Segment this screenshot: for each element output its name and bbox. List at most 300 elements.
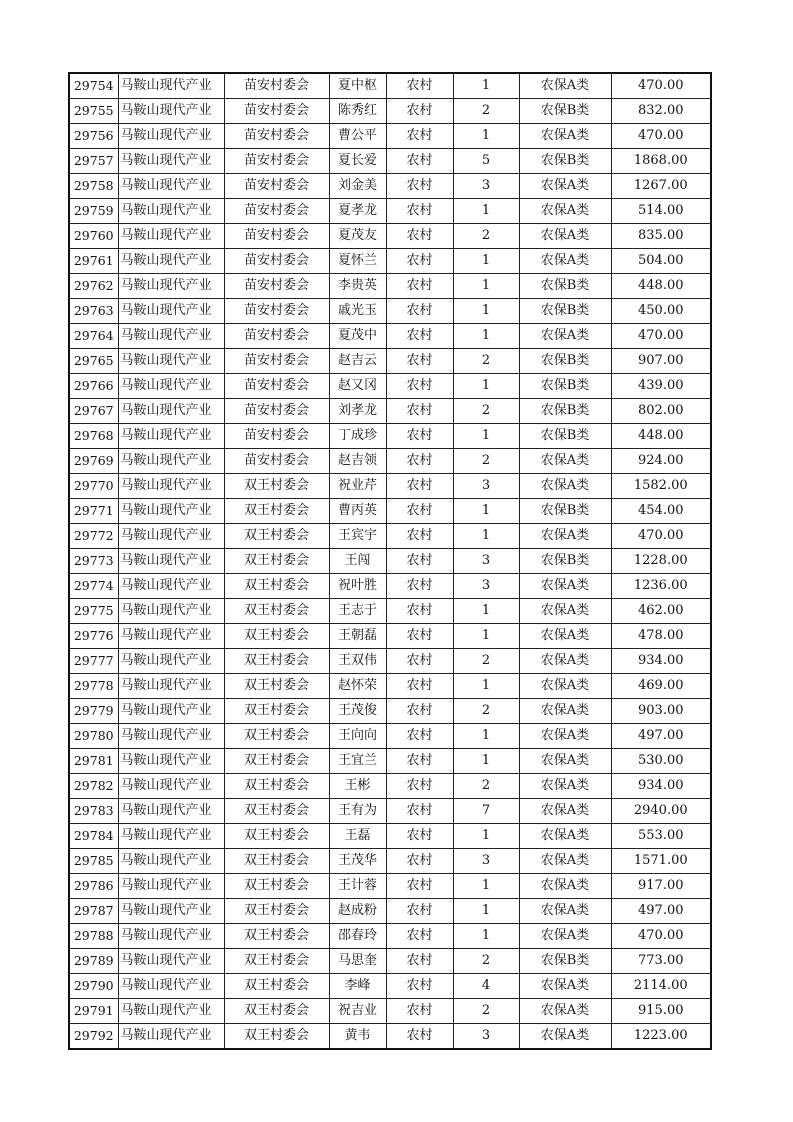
person-name-cell: 祝吉业 (329, 999, 386, 1024)
member-count-cell: 2 (453, 774, 519, 799)
record-id-cell: 29789 (69, 949, 118, 974)
person-name-cell: 李峰 (329, 974, 386, 999)
village-committee-cell: 苗安村委会 (224, 399, 329, 424)
table-row (69, 349, 711, 374)
record-id-cell: 29762 (69, 274, 118, 299)
unit-cell: 马鞍山现代产业 (118, 599, 224, 624)
person-name-cell: 夏茂友 (329, 224, 386, 249)
village-committee-cell: 苗安村委会 (224, 99, 329, 124)
unit-cell: 马鞍山现代产业 (118, 73, 224, 99)
unit-cell: 马鞍山现代产业 (118, 199, 224, 224)
unit-cell: 马鞍山现代产业 (118, 824, 224, 849)
insurance-category-cell: 农保A类 (519, 599, 611, 624)
unit-cell: 马鞍山现代产业 (118, 699, 224, 724)
household-type-cell: 农村 (386, 699, 453, 724)
record-id-cell: 29761 (69, 249, 118, 274)
person-name-cell: 曹公平 (329, 124, 386, 149)
unit-cell: 马鞍山现代产业 (118, 674, 224, 699)
household-type-cell: 农村 (386, 924, 453, 949)
table-row (69, 774, 711, 799)
amount-cell: 907.00 (611, 349, 711, 374)
person-name-cell: 赵怀荣 (329, 674, 386, 699)
table-row (69, 249, 711, 274)
household-type-cell: 农村 (386, 749, 453, 774)
member-count-cell: 3 (453, 574, 519, 599)
household-type-cell: 农村 (386, 674, 453, 699)
person-name-cell: 祝业芹 (329, 474, 386, 499)
household-type-cell: 农村 (386, 599, 453, 624)
amount-cell: 1267.00 (611, 174, 711, 199)
unit-cell: 马鞍山现代产业 (118, 224, 224, 249)
insurance-category-cell: 农保A类 (519, 749, 611, 774)
insurance-category-cell: 农保A类 (519, 73, 611, 99)
unit-cell: 马鞍山现代产业 (118, 124, 224, 149)
member-count-cell: 1 (453, 274, 519, 299)
amount-cell: 448.00 (611, 274, 711, 299)
village-committee-cell: 双王村委会 (224, 624, 329, 649)
unit-cell: 马鞍山现代产业 (118, 524, 224, 549)
amount-cell: 903.00 (611, 699, 711, 724)
table-row (69, 999, 711, 1024)
table-row (69, 874, 711, 899)
insurance-category-cell: 农保A类 (519, 999, 611, 1024)
record-id-cell: 29768 (69, 424, 118, 449)
amount-cell: 1868.00 (611, 149, 711, 174)
unit-cell: 马鞍山现代产业 (118, 474, 224, 499)
insurance-category-cell: 农保A类 (519, 449, 611, 474)
person-name-cell: 马思奎 (329, 949, 386, 974)
insurance-category-cell: 农保A类 (519, 899, 611, 924)
person-name-cell: 赵又冈 (329, 374, 386, 399)
table-row (69, 949, 711, 974)
insurance-category-cell: 农保A类 (519, 699, 611, 724)
person-name-cell: 李贵英 (329, 274, 386, 299)
record-id-cell: 29754 (69, 73, 118, 99)
record-id-cell: 29785 (69, 849, 118, 874)
household-type-cell: 农村 (386, 574, 453, 599)
unit-cell: 马鞍山现代产业 (118, 899, 224, 924)
unit-cell: 马鞍山现代产业 (118, 774, 224, 799)
person-name-cell: 王茂华 (329, 849, 386, 874)
table-row (69, 299, 711, 324)
person-name-cell: 夏茂中 (329, 324, 386, 349)
member-count-cell: 2 (453, 399, 519, 424)
village-committee-cell: 苗安村委会 (224, 73, 329, 99)
record-id-cell: 29755 (69, 99, 118, 124)
table-row (69, 749, 711, 774)
person-name-cell: 王双伟 (329, 649, 386, 674)
record-id-cell: 29774 (69, 574, 118, 599)
amount-cell: 448.00 (611, 424, 711, 449)
village-committee-cell: 双王村委会 (224, 774, 329, 799)
insurance-category-cell: 农保A类 (519, 649, 611, 674)
record-id-cell: 29773 (69, 549, 118, 574)
member-count-cell: 1 (453, 524, 519, 549)
person-name-cell: 王宜兰 (329, 749, 386, 774)
record-id-cell: 29769 (69, 449, 118, 474)
unit-cell: 马鞍山现代产业 (118, 399, 224, 424)
amount-cell: 470.00 (611, 924, 711, 949)
table-row (69, 524, 711, 549)
household-type-cell: 农村 (386, 849, 453, 874)
table-row (69, 599, 711, 624)
household-type-cell: 农村 (386, 73, 453, 99)
household-type-cell: 农村 (386, 174, 453, 199)
member-count-cell: 1 (453, 824, 519, 849)
table-row (69, 99, 711, 124)
person-name-cell: 丁成珍 (329, 424, 386, 449)
record-id-cell: 29783 (69, 799, 118, 824)
village-committee-cell: 苗安村委会 (224, 249, 329, 274)
household-type-cell: 农村 (386, 299, 453, 324)
household-type-cell: 农村 (386, 649, 453, 674)
record-id-cell: 29782 (69, 774, 118, 799)
household-type-cell: 农村 (386, 499, 453, 524)
amount-cell: 1223.00 (611, 1024, 711, 1050)
person-name-cell: 曹丙英 (329, 499, 386, 524)
insurance-category-cell: 农保B类 (519, 424, 611, 449)
insurance-category-cell: 农保A类 (519, 474, 611, 499)
person-name-cell: 赵吉领 (329, 449, 386, 474)
member-count-cell: 5 (453, 149, 519, 174)
household-type-cell: 农村 (386, 799, 453, 824)
person-name-cell: 王彬 (329, 774, 386, 799)
person-name-cell: 赵吉云 (329, 349, 386, 374)
record-id-cell: 29772 (69, 524, 118, 549)
amount-cell: 832.00 (611, 99, 711, 124)
table-row (69, 174, 711, 199)
village-committee-cell: 苗安村委会 (224, 349, 329, 374)
household-type-cell: 农村 (386, 199, 453, 224)
amount-cell: 497.00 (611, 724, 711, 749)
person-name-cell: 黄韦 (329, 1024, 386, 1050)
village-committee-cell: 苗安村委会 (224, 274, 329, 299)
unit-cell: 马鞍山现代产业 (118, 649, 224, 674)
record-id-cell: 29777 (69, 649, 118, 674)
record-id-cell: 29767 (69, 399, 118, 424)
household-type-cell: 农村 (386, 424, 453, 449)
record-id-cell: 29779 (69, 699, 118, 724)
record-id-cell: 29784 (69, 824, 118, 849)
table-row (69, 474, 711, 499)
member-count-cell: 4 (453, 974, 519, 999)
village-committee-cell: 苗安村委会 (224, 424, 329, 449)
record-id-cell: 29776 (69, 624, 118, 649)
household-type-cell: 农村 (386, 324, 453, 349)
village-committee-cell: 双王村委会 (224, 499, 329, 524)
village-committee-cell: 双王村委会 (224, 999, 329, 1024)
amount-cell: 470.00 (611, 324, 711, 349)
table-row (69, 149, 711, 174)
unit-cell: 马鞍山现代产业 (118, 949, 224, 974)
table-row (69, 624, 711, 649)
insurance-category-cell: 农保A类 (519, 199, 611, 224)
record-id-cell: 29764 (69, 324, 118, 349)
member-count-cell: 3 (453, 1024, 519, 1050)
unit-cell: 马鞍山现代产业 (118, 274, 224, 299)
amount-cell: 915.00 (611, 999, 711, 1024)
amount-cell: 934.00 (611, 649, 711, 674)
unit-cell: 马鞍山现代产业 (118, 724, 224, 749)
unit-cell: 马鞍山现代产业 (118, 874, 224, 899)
village-committee-cell: 双王村委会 (224, 549, 329, 574)
unit-cell: 马鞍山现代产业 (118, 299, 224, 324)
amount-cell: 470.00 (611, 524, 711, 549)
village-committee-cell: 苗安村委会 (224, 124, 329, 149)
village-committee-cell: 双王村委会 (224, 924, 329, 949)
table-row (69, 824, 711, 849)
table-row (69, 399, 711, 424)
insurance-category-cell: 农保B类 (519, 99, 611, 124)
member-count-cell: 7 (453, 799, 519, 824)
insurance-category-cell: 农保B类 (519, 549, 611, 574)
insurance-category-cell: 农保B类 (519, 949, 611, 974)
record-id-cell: 29756 (69, 124, 118, 149)
village-committee-cell: 苗安村委会 (224, 324, 329, 349)
amount-cell: 2114.00 (611, 974, 711, 999)
amount-cell: 553.00 (611, 824, 711, 849)
household-type-cell: 农村 (386, 149, 453, 174)
person-name-cell: 夏孝龙 (329, 199, 386, 224)
member-count-cell: 1 (453, 624, 519, 649)
record-id-cell: 29765 (69, 349, 118, 374)
insurance-category-cell: 农保A类 (519, 524, 611, 549)
unit-cell: 马鞍山现代产业 (118, 149, 224, 174)
person-name-cell: 王宾宇 (329, 524, 386, 549)
amount-cell: 1571.00 (611, 849, 711, 874)
person-name-cell: 祝叶胜 (329, 574, 386, 599)
household-type-cell: 农村 (386, 99, 453, 124)
unit-cell: 马鞍山现代产业 (118, 324, 224, 349)
person-name-cell: 夏怀兰 (329, 249, 386, 274)
table-row (69, 899, 711, 924)
insurance-category-cell: 农保B类 (519, 149, 611, 174)
insurance-category-cell: 农保A类 (519, 799, 611, 824)
table-row (69, 799, 711, 824)
village-committee-cell: 双王村委会 (224, 524, 329, 549)
person-name-cell: 王志于 (329, 599, 386, 624)
person-name-cell: 王磊 (329, 824, 386, 849)
village-committee-cell: 双王村委会 (224, 899, 329, 924)
table-row (69, 73, 711, 99)
household-type-cell: 农村 (386, 349, 453, 374)
amount-cell: 454.00 (611, 499, 711, 524)
member-count-cell: 1 (453, 749, 519, 774)
person-name-cell: 王有为 (329, 799, 386, 824)
unit-cell: 马鞍山现代产业 (118, 424, 224, 449)
insurance-category-cell: 农保A类 (519, 774, 611, 799)
amount-cell: 802.00 (611, 399, 711, 424)
insurance-category-cell: 农保A类 (519, 824, 611, 849)
member-count-cell: 1 (453, 424, 519, 449)
table-row (69, 449, 711, 474)
amount-cell: 835.00 (611, 224, 711, 249)
table-row (69, 924, 711, 949)
person-name-cell: 赵成粉 (329, 899, 386, 924)
village-committee-cell: 苗安村委会 (224, 224, 329, 249)
record-id-cell: 29760 (69, 224, 118, 249)
record-id-cell: 29757 (69, 149, 118, 174)
unit-cell: 马鞍山现代产业 (118, 249, 224, 274)
person-name-cell: 邵春玲 (329, 924, 386, 949)
table-row (69, 974, 711, 999)
amount-cell: 439.00 (611, 374, 711, 399)
table-row (69, 574, 711, 599)
village-committee-cell: 苗安村委会 (224, 149, 329, 174)
village-committee-cell: 双王村委会 (224, 799, 329, 824)
table-row (69, 124, 711, 149)
insurance-category-cell: 农保B类 (519, 399, 611, 424)
village-committee-cell: 双王村委会 (224, 949, 329, 974)
member-count-cell: 1 (453, 324, 519, 349)
member-count-cell: 1 (453, 724, 519, 749)
table-row (69, 1024, 711, 1050)
table-row (69, 199, 711, 224)
insurance-category-cell: 农保A类 (519, 624, 611, 649)
household-type-cell: 农村 (386, 874, 453, 899)
insurance-category-cell: 农保B类 (519, 349, 611, 374)
record-id-cell: 29778 (69, 674, 118, 699)
amount-cell: 469.00 (611, 674, 711, 699)
amount-cell: 1228.00 (611, 549, 711, 574)
records-table (68, 72, 712, 1050)
member-count-cell: 2 (453, 649, 519, 674)
amount-cell: 470.00 (611, 73, 711, 99)
member-count-cell: 1 (453, 499, 519, 524)
record-id-cell: 29770 (69, 474, 118, 499)
unit-cell: 马鞍山现代产业 (118, 749, 224, 774)
household-type-cell: 农村 (386, 824, 453, 849)
person-name-cell: 陈秀红 (329, 99, 386, 124)
village-committee-cell: 双王村委会 (224, 474, 329, 499)
amount-cell: 462.00 (611, 599, 711, 624)
amount-cell: 2940.00 (611, 799, 711, 824)
household-type-cell: 农村 (386, 524, 453, 549)
amount-cell: 924.00 (611, 449, 711, 474)
insurance-category-cell: 农保A类 (519, 574, 611, 599)
amount-cell: 450.00 (611, 299, 711, 324)
amount-cell: 1582.00 (611, 474, 711, 499)
village-committee-cell: 双王村委会 (224, 824, 329, 849)
amount-cell: 470.00 (611, 124, 711, 149)
record-id-cell: 29759 (69, 199, 118, 224)
village-committee-cell: 双王村委会 (224, 599, 329, 624)
record-id-cell: 29791 (69, 999, 118, 1024)
member-count-cell: 1 (453, 599, 519, 624)
record-id-cell: 29792 (69, 1024, 118, 1050)
unit-cell: 马鞍山现代产业 (118, 799, 224, 824)
member-count-cell: 2 (453, 949, 519, 974)
record-id-cell: 29771 (69, 499, 118, 524)
record-id-cell: 29766 (69, 374, 118, 399)
person-name-cell: 王闯 (329, 549, 386, 574)
member-count-cell: 2 (453, 999, 519, 1024)
record-id-cell: 29786 (69, 874, 118, 899)
record-id-cell: 29787 (69, 899, 118, 924)
member-count-cell: 1 (453, 924, 519, 949)
record-id-cell: 29775 (69, 599, 118, 624)
village-committee-cell: 苗安村委会 (224, 299, 329, 324)
unit-cell: 马鞍山现代产业 (118, 99, 224, 124)
member-count-cell: 1 (453, 374, 519, 399)
person-name-cell: 王计蓉 (329, 874, 386, 899)
member-count-cell: 2 (453, 99, 519, 124)
insurance-category-cell: 农保B类 (519, 274, 611, 299)
member-count-cell: 1 (453, 73, 519, 99)
member-count-cell: 2 (453, 349, 519, 374)
unit-cell: 马鞍山现代产业 (118, 849, 224, 874)
table-body (69, 73, 711, 1049)
person-name-cell: 王向向 (329, 724, 386, 749)
record-id-cell: 29763 (69, 299, 118, 324)
household-type-cell: 农村 (386, 949, 453, 974)
table-row (69, 274, 711, 299)
unit-cell: 马鞍山现代产业 (118, 499, 224, 524)
insurance-category-cell: 农保A类 (519, 874, 611, 899)
unit-cell: 马鞍山现代产业 (118, 374, 224, 399)
insurance-category-cell: 农保A类 (519, 974, 611, 999)
household-type-cell: 农村 (386, 724, 453, 749)
household-type-cell: 农村 (386, 774, 453, 799)
household-type-cell: 农村 (386, 399, 453, 424)
unit-cell: 马鞍山现代产业 (118, 924, 224, 949)
insurance-category-cell: 农保A类 (519, 124, 611, 149)
village-committee-cell: 双王村委会 (224, 574, 329, 599)
table-row (69, 499, 711, 524)
village-committee-cell: 苗安村委会 (224, 374, 329, 399)
insurance-category-cell: 农保A类 (519, 324, 611, 349)
person-name-cell: 夏中枢 (329, 73, 386, 99)
household-type-cell: 农村 (386, 974, 453, 999)
household-type-cell: 农村 (386, 124, 453, 149)
member-count-cell: 2 (453, 449, 519, 474)
unit-cell: 马鞍山现代产业 (118, 624, 224, 649)
member-count-cell: 1 (453, 899, 519, 924)
household-type-cell: 农村 (386, 549, 453, 574)
person-name-cell: 王朝磊 (329, 624, 386, 649)
household-type-cell: 农村 (386, 249, 453, 274)
village-committee-cell: 双王村委会 (224, 724, 329, 749)
amount-cell: 1236.00 (611, 574, 711, 599)
village-committee-cell: 双王村委会 (224, 1024, 329, 1050)
unit-cell: 马鞍山现代产业 (118, 549, 224, 574)
village-committee-cell: 双王村委会 (224, 849, 329, 874)
record-id-cell: 29780 (69, 724, 118, 749)
household-type-cell: 农村 (386, 274, 453, 299)
household-type-cell: 农村 (386, 1024, 453, 1050)
unit-cell: 马鞍山现代产业 (118, 974, 224, 999)
insurance-category-cell: 农保B类 (519, 374, 611, 399)
insurance-category-cell: 农保A类 (519, 1024, 611, 1050)
village-committee-cell: 双王村委会 (224, 749, 329, 774)
amount-cell: 530.00 (611, 749, 711, 774)
village-committee-cell: 苗安村委会 (224, 174, 329, 199)
record-id-cell: 29758 (69, 174, 118, 199)
household-type-cell: 农村 (386, 449, 453, 474)
unit-cell: 马鞍山现代产业 (118, 574, 224, 599)
unit-cell: 马鞍山现代产业 (118, 999, 224, 1024)
unit-cell: 马鞍山现代产业 (118, 174, 224, 199)
village-committee-cell: 双王村委会 (224, 874, 329, 899)
village-committee-cell: 苗安村委会 (224, 199, 329, 224)
member-count-cell: 1 (453, 124, 519, 149)
household-type-cell: 农村 (386, 999, 453, 1024)
village-committee-cell: 双王村委会 (224, 674, 329, 699)
member-count-cell: 3 (453, 549, 519, 574)
table-row (69, 724, 711, 749)
household-type-cell: 农村 (386, 224, 453, 249)
insurance-category-cell: 农保A类 (519, 249, 611, 274)
